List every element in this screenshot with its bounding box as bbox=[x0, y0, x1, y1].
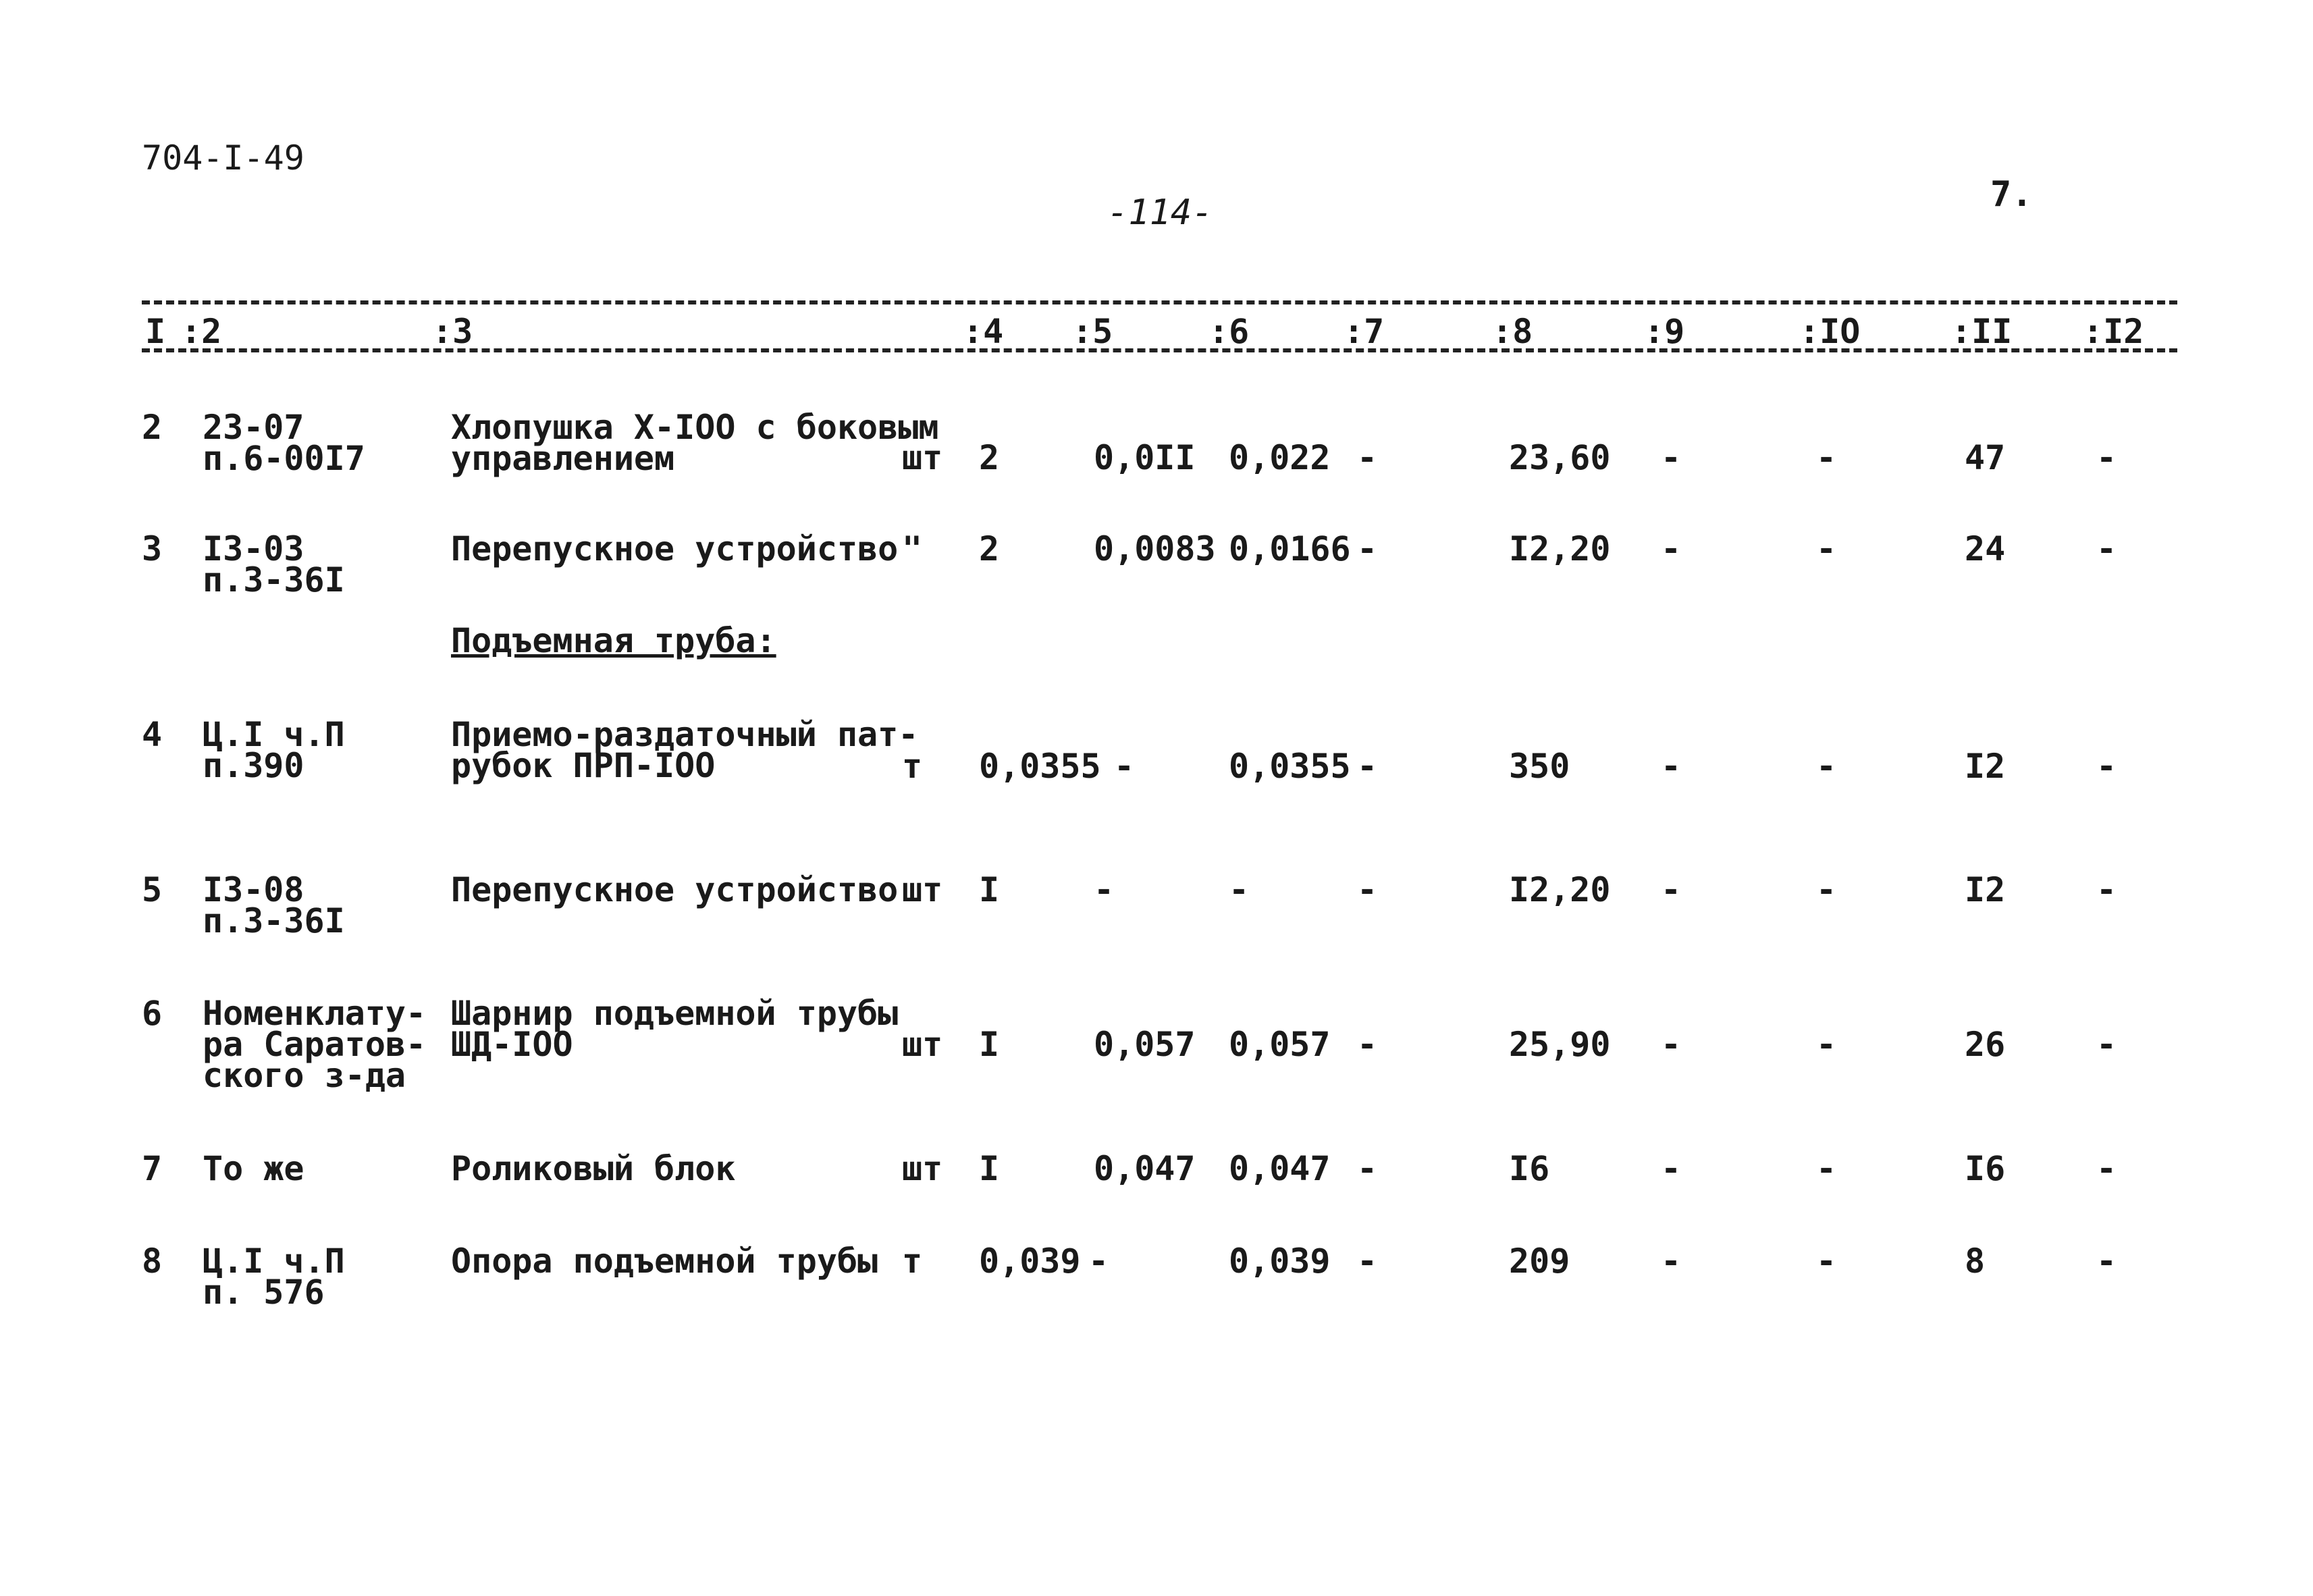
row-7-col4: I bbox=[979, 1149, 1000, 1188]
column-header-1: I bbox=[145, 312, 166, 351]
row-4-col10: - bbox=[1816, 747, 1837, 786]
row-5-reference: I3-08 п.3-36I bbox=[203, 870, 345, 940]
row-4-col11: I2 bbox=[1965, 747, 2006, 786]
row-4-name: Приемо-раздаточный пат- рубок ПРП-IOO bbox=[451, 715, 919, 785]
row-8-name: Опора подъемной трубы bbox=[451, 1242, 878, 1281]
row-3-reference: I3-03 п.3-36I bbox=[203, 529, 345, 600]
header-rule-bottom bbox=[142, 348, 2177, 352]
row-5-col7: - bbox=[1357, 870, 1378, 909]
row-4-col12: - bbox=[2096, 747, 2117, 786]
row-7-number: 7 bbox=[142, 1149, 163, 1188]
row-3-col6: 0,0166 bbox=[1229, 529, 1351, 568]
row-8-col5: - bbox=[1088, 1242, 1109, 1281]
row-2-col7: - bbox=[1357, 438, 1378, 477]
page-number: -114- bbox=[1107, 192, 1213, 233]
row-7-unit: шт bbox=[902, 1149, 943, 1188]
row-5-col9: - bbox=[1661, 870, 1682, 909]
row-2-col12: - bbox=[2096, 438, 2117, 477]
row-8-col12: - bbox=[2096, 1242, 2117, 1281]
row-4-col8: 350 bbox=[1509, 747, 1570, 786]
column-header-6: :6 bbox=[1208, 312, 1250, 351]
row-7-col12: - bbox=[2096, 1149, 2117, 1188]
row-6-col10: - bbox=[1816, 1025, 1837, 1064]
column-header-7: :7 bbox=[1344, 312, 1385, 351]
row-6-col9: - bbox=[1661, 1025, 1682, 1064]
row-2-col11: 47 bbox=[1965, 438, 2006, 477]
row-3-name: Перепускное устройство bbox=[451, 529, 899, 568]
column-header-3: :3 bbox=[432, 312, 473, 351]
row-3-unit: " bbox=[902, 529, 923, 568]
row-5-col12: - bbox=[2096, 870, 2117, 909]
row-4-unit: т bbox=[902, 747, 923, 786]
column-header-9: :9 bbox=[1644, 312, 1685, 351]
row-5-number: 5 bbox=[142, 870, 163, 909]
row-5-col11: I2 bbox=[1965, 870, 2006, 909]
row-6-name: Шарнир подъемной трубы ШД-IOO bbox=[451, 994, 899, 1064]
row-5-col10: - bbox=[1816, 870, 1837, 909]
row-5-col6: - bbox=[1229, 870, 1250, 909]
column-header-5: :5 bbox=[1072, 312, 1113, 351]
row-2-reference: 23-07 п.6-00I7 bbox=[203, 408, 365, 478]
row-3-col4: 2 bbox=[979, 529, 1000, 568]
document-code: 704-I-49 bbox=[142, 138, 304, 178]
row-8-reference: Ц.I ч.П п. 576 bbox=[203, 1242, 345, 1312]
row-4-col4: 0,0355 bbox=[979, 747, 1101, 786]
column-header-4: :4 bbox=[963, 312, 1004, 351]
row-5-col5: - bbox=[1094, 870, 1115, 909]
row-2-number: 2 bbox=[142, 408, 163, 447]
column-header-11: :II bbox=[1951, 312, 2013, 351]
row-4-number: 4 bbox=[142, 715, 163, 754]
row-3-col12: - bbox=[2096, 529, 2117, 568]
row-3-number: 3 bbox=[142, 529, 163, 568]
row-7-reference: То же bbox=[203, 1149, 304, 1188]
row-6-col4: I bbox=[979, 1025, 1000, 1064]
row-8-col10: - bbox=[1816, 1242, 1837, 1281]
row-6-unit: шт bbox=[902, 1025, 943, 1064]
row-6-reference: Номенклату- ра Саратов- ского з-да bbox=[203, 994, 427, 1095]
row-7-col10: - bbox=[1816, 1149, 1837, 1188]
row-6-col8: 25,90 bbox=[1509, 1025, 1611, 1064]
row-6-col5: 0,057 bbox=[1094, 1025, 1196, 1064]
row-7-name: Роликовый блок bbox=[451, 1149, 736, 1188]
row-6-col7: - bbox=[1357, 1025, 1378, 1064]
row-7-col7: - bbox=[1357, 1149, 1378, 1188]
row-5-col4: I bbox=[979, 870, 1000, 909]
row-7-col9: - bbox=[1661, 1149, 1682, 1188]
column-header-10: :IO bbox=[1799, 312, 1861, 351]
section-title: Подъемная труба: bbox=[451, 621, 776, 660]
row-4-col7: - bbox=[1357, 747, 1378, 786]
row-7-col5: 0,047 bbox=[1094, 1149, 1196, 1188]
row-4-col6: 0,0355 bbox=[1229, 747, 1351, 786]
row-7-col6: 0,047 bbox=[1229, 1149, 1331, 1188]
row-5-col8: I2,20 bbox=[1509, 870, 1611, 909]
row-7-col8: I6 bbox=[1509, 1149, 1550, 1188]
row-2-name: Хлопушка Х-IOO с боковым управлением bbox=[451, 408, 939, 478]
row-7-col11: I6 bbox=[1965, 1149, 2006, 1188]
row-3-col10: - bbox=[1816, 529, 1837, 568]
row-8-unit: т bbox=[902, 1242, 923, 1281]
row-4-col9: - bbox=[1661, 747, 1682, 786]
row-2-col9: - bbox=[1661, 438, 1682, 477]
row-2-col5: 0,0II bbox=[1094, 438, 1196, 477]
row-3-col8: I2,20 bbox=[1509, 529, 1611, 568]
column-header-8: :8 bbox=[1492, 312, 1533, 351]
row-4-col5: - bbox=[1114, 747, 1135, 786]
row-8-number: 8 bbox=[142, 1242, 163, 1281]
row-6-col12: - bbox=[2096, 1025, 2117, 1064]
row-8-col9: - bbox=[1661, 1242, 1682, 1281]
row-6-col6: 0,057 bbox=[1229, 1025, 1331, 1064]
row-4-reference: Ц.I ч.П п.390 bbox=[203, 715, 345, 785]
row-8-col11: 8 bbox=[1965, 1242, 1986, 1281]
row-6-col11: 26 bbox=[1965, 1025, 2006, 1064]
row-3-col9: - bbox=[1661, 529, 1682, 568]
row-2-col10: - bbox=[1816, 438, 1837, 477]
row-8-col7: - bbox=[1357, 1242, 1378, 1281]
column-header-12: :I2 bbox=[2083, 312, 2144, 351]
column-header-2: :2 bbox=[181, 312, 222, 351]
row-2-col6: 0,022 bbox=[1229, 438, 1331, 477]
row-5-name: Перепускное устройство bbox=[451, 870, 899, 909]
row-5-unit: шт bbox=[902, 870, 943, 909]
row-8-col4: 0,039 bbox=[979, 1242, 1081, 1281]
row-2-col4: 2 bbox=[979, 438, 1000, 477]
row-2-unit: шт bbox=[902, 438, 943, 477]
row-2-col8: 23,60 bbox=[1509, 438, 1611, 477]
sheet-number: 7. bbox=[1990, 174, 2033, 215]
row-6-number: 6 bbox=[142, 994, 163, 1033]
row-8-col6: 0,039 bbox=[1229, 1242, 1331, 1281]
row-3-col5: 0,0083 bbox=[1094, 529, 1216, 568]
header-rule-top bbox=[142, 300, 2177, 304]
row-3-col11: 24 bbox=[1965, 529, 2006, 568]
row-8-col8: 209 bbox=[1509, 1242, 1570, 1281]
row-3-col7: - bbox=[1357, 529, 1378, 568]
